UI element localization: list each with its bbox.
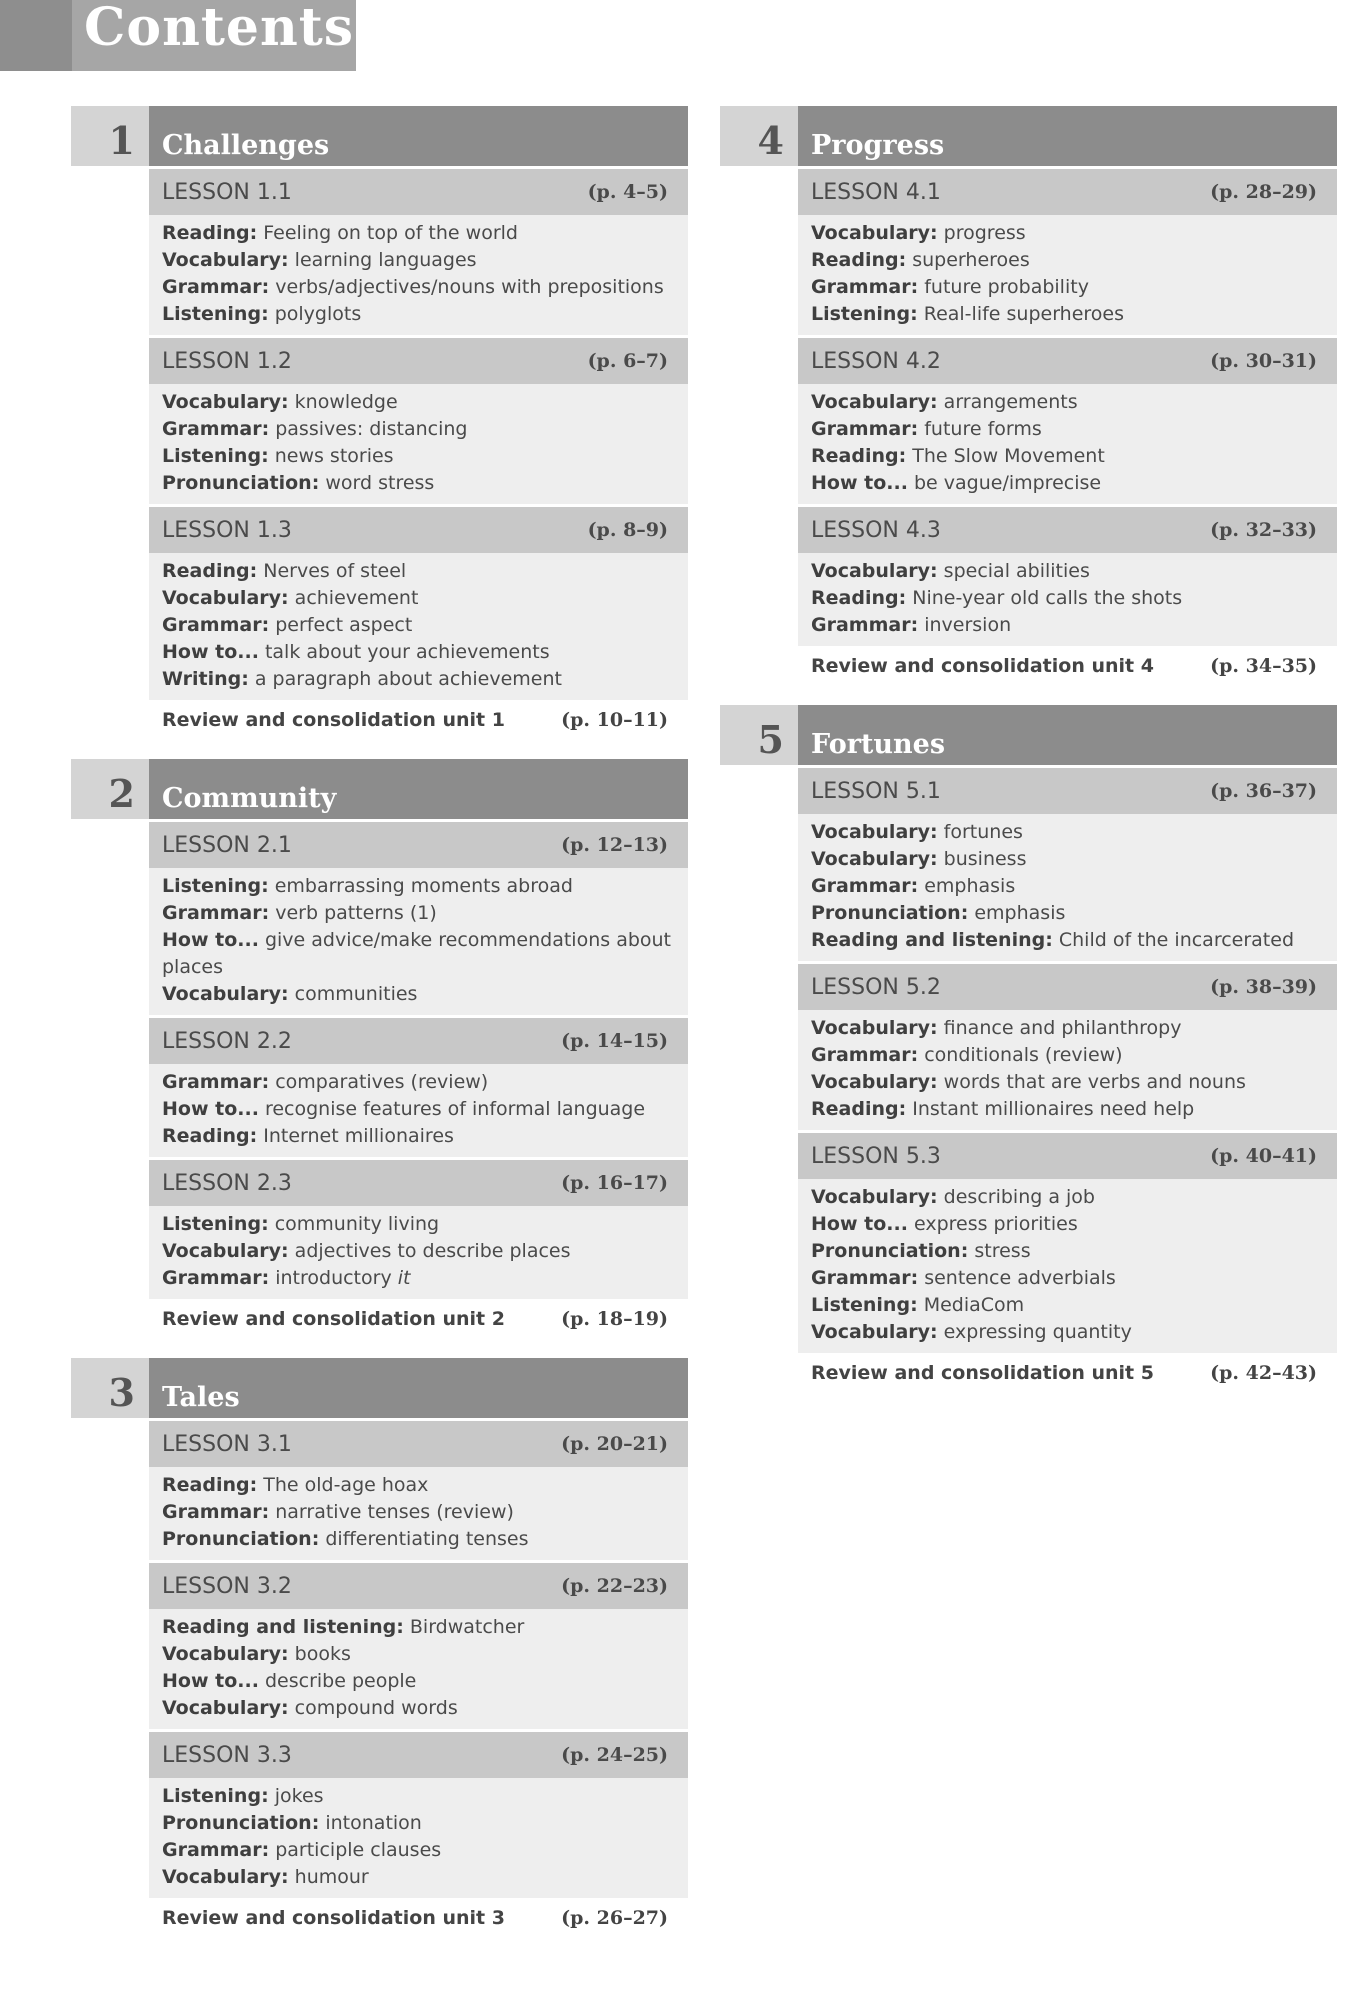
lesson-label: LESSON 5.2: [811, 974, 941, 1000]
topic-item: [162, 900, 678, 927]
topic-item: [162, 1641, 678, 1668]
topic-item: [162, 639, 678, 666]
topic-type: How to...: [162, 1098, 259, 1120]
topic-item: [811, 470, 1327, 497]
unit-header: [720, 106, 1337, 166]
topic-text: describing a job: [943, 1186, 1095, 1208]
topic-item: [162, 1668, 678, 1695]
review-row: [149, 1299, 688, 1330]
topic-text: conditionals (review): [924, 1044, 1123, 1066]
lesson-topics: [149, 1206, 688, 1299]
topic-text: The Slow Movement: [912, 445, 1105, 467]
topic-item: [162, 389, 678, 416]
topic-item: [162, 1123, 678, 1150]
topic-text: special abilities: [943, 560, 1090, 582]
topic-type: Reading and listening:: [162, 1616, 404, 1638]
topic-item: [811, 416, 1327, 443]
topic-item: [811, 247, 1327, 274]
unit-number: 5: [720, 705, 798, 765]
topic-item: [162, 927, 678, 981]
topic-type: Grammar:: [162, 902, 270, 924]
topic-text: news stories: [274, 445, 394, 467]
unit-number: 3: [71, 1358, 149, 1418]
topic-item: [162, 558, 678, 585]
lesson-topics: [149, 553, 688, 700]
topic-text: participle clauses: [275, 1839, 442, 1861]
topic-item: [162, 220, 678, 247]
topic-text: knowledge: [294, 391, 398, 413]
topic-item: [811, 558, 1327, 585]
lesson-block: [149, 1018, 688, 1157]
topic-type: Listening:: [811, 1294, 918, 1316]
topic-type: Grammar:: [162, 1071, 270, 1093]
topic-text: humour: [294, 1866, 369, 1888]
topic-text: community living: [274, 1213, 440, 1235]
topic-type: Grammar:: [811, 875, 919, 897]
lesson-block: [798, 169, 1337, 335]
unit-section-1: [71, 106, 688, 731]
unit-section-2: [71, 759, 688, 1330]
lesson-header: [798, 768, 1337, 814]
topic-item: [811, 389, 1327, 416]
topic-type: Reading:: [811, 1098, 907, 1120]
topic-type: Grammar:: [811, 276, 919, 298]
topic-item: [811, 927, 1327, 954]
topic-text: Birdwatcher: [409, 1616, 525, 1638]
lesson-block: [149, 1732, 688, 1898]
unit-title: Tales: [149, 1358, 688, 1418]
lesson-header: [149, 507, 688, 553]
lesson-pages: (p. 12–13): [561, 834, 668, 856]
topic-type: Listening:: [162, 875, 269, 897]
unit-header: [71, 106, 688, 166]
topic-text: progress: [943, 222, 1026, 244]
lesson-topics: [149, 868, 688, 1015]
lesson-block: [149, 1160, 688, 1299]
lesson-label: LESSON 5.1: [811, 778, 941, 804]
topic-item: [162, 1211, 678, 1238]
topic-type: Grammar:: [162, 1501, 270, 1523]
lesson-block: [798, 1133, 1337, 1353]
topic-item: [811, 846, 1327, 873]
lesson-label: LESSON 4.2: [811, 348, 941, 374]
topic-text: differentiating tenses: [325, 1528, 529, 1550]
lesson-topics: [798, 1010, 1337, 1130]
topic-text: compound words: [294, 1697, 458, 1719]
lesson-label: LESSON 2.1: [162, 832, 292, 858]
topic-item: [162, 585, 678, 612]
topic-type: Grammar:: [811, 614, 919, 636]
topic-item: [811, 900, 1327, 927]
review-row: [798, 646, 1337, 677]
lesson-pages: (p. 4–5): [587, 181, 668, 203]
topic-item: [811, 1015, 1327, 1042]
review-row: [149, 700, 688, 731]
topic-text: finance and philanthropy: [943, 1017, 1182, 1039]
topic-item: [811, 873, 1327, 900]
topic-text: jokes: [274, 1785, 324, 1807]
lesson-header: [149, 1732, 688, 1778]
lesson-pages: (p. 14–15): [561, 1030, 668, 1052]
topic-text: recognise features of informal language: [264, 1098, 646, 1120]
lesson-topics: [149, 1609, 688, 1729]
unit-section-5: [720, 705, 1337, 1384]
topic-type: How to...: [162, 641, 259, 663]
lesson-topics: [798, 553, 1337, 646]
unit-number: 4: [720, 106, 798, 166]
review-label: Review and consolidation unit 2: [162, 1308, 505, 1330]
lesson-block: [798, 768, 1337, 961]
topic-text: express priorities: [913, 1213, 1078, 1235]
topic-type: Listening:: [162, 303, 269, 325]
topic-type: Grammar:: [811, 418, 919, 440]
topic-type: Reading:: [162, 560, 258, 582]
lesson-label: LESSON 4.1: [811, 179, 941, 205]
topic-type: Pronunciation:: [162, 472, 320, 494]
topic-type: Vocabulary:: [162, 391, 289, 413]
topic-item: [162, 443, 678, 470]
review-label: Review and consolidation unit 4: [811, 655, 1154, 677]
topic-text: introductory: [275, 1267, 392, 1289]
topic-text: intonation: [325, 1812, 422, 1834]
lesson-label: LESSON 2.3: [162, 1170, 292, 1196]
lesson-label: LESSON 1.3: [162, 517, 292, 543]
lesson-label: LESSON 3.2: [162, 1573, 292, 1599]
lesson-label: LESSON 5.3: [811, 1143, 941, 1169]
topic-item: [162, 416, 678, 443]
lesson-block: [798, 338, 1337, 504]
topic-text: superheroes: [912, 249, 1030, 271]
topic-text: The old-age hoax: [263, 1474, 429, 1496]
lesson-label: LESSON 3.3: [162, 1742, 292, 1768]
lesson-label: LESSON 1.1: [162, 179, 292, 205]
topic-item: [162, 1069, 678, 1096]
topic-text: verb patterns (1): [275, 902, 437, 924]
topic-type: Writing:: [162, 668, 249, 690]
lesson-header: [149, 338, 688, 384]
topic-text: describe people: [264, 1670, 417, 1692]
lesson-block: [149, 169, 688, 335]
topic-text: books: [294, 1643, 351, 1665]
lesson-pages: (p. 8–9): [587, 519, 668, 541]
topic-type: Vocabulary:: [811, 848, 938, 870]
topic-text: learning languages: [294, 249, 477, 271]
topic-item: [162, 1614, 678, 1641]
lesson-block: [798, 964, 1337, 1130]
topic-text: future forms: [924, 418, 1042, 440]
topic-text: future probability: [924, 276, 1089, 298]
lesson-header: [149, 822, 688, 868]
topic-text: arrangements: [943, 391, 1078, 413]
topic-type: Vocabulary:: [811, 560, 938, 582]
topic-text: give advice/make recommendations about places: [162, 929, 672, 978]
topic-type: How to...: [162, 929, 259, 951]
unit-header: [71, 1358, 688, 1418]
topic-type: Vocabulary:: [811, 1017, 938, 1039]
lesson-pages: (p. 30–31): [1210, 350, 1317, 372]
topic-type: Grammar:: [162, 1839, 270, 1861]
topic-type: Vocabulary:: [162, 1240, 289, 1262]
topic-item: [162, 274, 678, 301]
topic-item: [811, 443, 1327, 470]
lesson-header: [149, 169, 688, 215]
unit-section-4: [720, 106, 1337, 677]
lesson-label: LESSON 3.1: [162, 1431, 292, 1457]
topic-item: [811, 1042, 1327, 1069]
topic-item: [811, 1211, 1327, 1238]
lesson-topics: [798, 1179, 1337, 1353]
page-title: Contents: [72, 0, 356, 71]
topic-type: Vocabulary:: [162, 249, 289, 271]
topic-text: Nerves of steel: [263, 560, 407, 582]
lesson-block: [149, 338, 688, 504]
topic-text: comparatives (review): [275, 1071, 489, 1093]
lesson-pages: (p. 32–33): [1210, 519, 1317, 541]
topic-text: Internet millionaires: [263, 1125, 454, 1147]
topic-text: fortunes: [943, 821, 1023, 843]
topic-type: Reading:: [162, 1474, 258, 1496]
lesson-header: [149, 1160, 688, 1206]
topic-type: Grammar:: [162, 418, 270, 440]
lesson-label: LESSON 2.2: [162, 1028, 292, 1054]
topic-text: polyglots: [274, 303, 362, 325]
lesson-topics: [798, 384, 1337, 504]
topic-type: Reading:: [811, 587, 907, 609]
lesson-header: [149, 1563, 688, 1609]
lesson-topics: [149, 1064, 688, 1157]
topic-item: [811, 1184, 1327, 1211]
lesson-topics: [149, 384, 688, 504]
review-pages: (p. 34–35): [1210, 655, 1317, 677]
topic-type: Pronunciation:: [162, 1528, 320, 1550]
topic-text: talk about your achievements: [264, 641, 550, 663]
lesson-pages: (p. 40–41): [1210, 1145, 1317, 1167]
topic-text: inversion: [924, 614, 1012, 636]
right-column: [720, 106, 1337, 1412]
topic-type: Vocabulary:: [811, 1071, 938, 1093]
lesson-topics: [149, 1778, 688, 1898]
lesson-label: LESSON 1.2: [162, 348, 292, 374]
topic-text: MediaCom: [923, 1294, 1025, 1316]
lesson-block: [149, 822, 688, 1015]
topic-text: words that are verbs and nouns: [943, 1071, 1246, 1093]
topic-item: [811, 1238, 1327, 1265]
topic-type: Vocabulary:: [811, 1186, 938, 1208]
unit-header: [71, 759, 688, 819]
topic-type: Pronunciation:: [162, 1812, 320, 1834]
lesson-topics: [149, 215, 688, 335]
topic-item: [162, 1265, 678, 1292]
topic-item: [162, 1238, 678, 1265]
topic-type: Grammar:: [162, 1267, 270, 1289]
topic-item: [162, 666, 678, 693]
topic-item: [811, 1265, 1327, 1292]
topic-text: Child of the incarcerated: [1058, 929, 1295, 951]
lesson-header: [798, 338, 1337, 384]
topic-item: [811, 819, 1327, 846]
topic-type: Vocabulary:: [162, 1697, 289, 1719]
topic-text: verbs/adjectives/nouns with prepositions: [275, 276, 664, 298]
topic-item: [811, 220, 1327, 247]
topic-type: Pronunciation:: [811, 1240, 969, 1262]
topic-type: Vocabulary:: [811, 222, 938, 244]
review-label: Review and consolidation unit 1: [162, 709, 505, 731]
topic-type: How to...: [162, 1670, 259, 1692]
topic-type: Vocabulary:: [162, 1643, 289, 1665]
lesson-header: [798, 1133, 1337, 1179]
topic-item: [162, 981, 678, 1008]
lesson-pages: (p. 22–23): [561, 1575, 668, 1597]
topic-text: expressing quantity: [943, 1321, 1132, 1343]
topic-item: [162, 1837, 678, 1864]
lesson-pages: (p. 16–17): [561, 1172, 668, 1194]
topic-type: Listening:: [162, 1213, 269, 1235]
topic-item: [811, 274, 1327, 301]
topic-type: Listening:: [162, 445, 269, 467]
lesson-label: LESSON 4.3: [811, 517, 941, 543]
topic-item: [162, 1499, 678, 1526]
topic-type: Reading:: [811, 445, 907, 467]
topic-item: [162, 1695, 678, 1722]
topic-text: communities: [294, 983, 418, 1005]
unit-number: 2: [71, 759, 149, 819]
topic-text: Real-life superheroes: [923, 303, 1125, 325]
topic-type: Listening:: [811, 303, 918, 325]
topic-item: [162, 612, 678, 639]
topic-text: Nine-year old calls the shots: [912, 587, 1183, 609]
lesson-topics: [798, 814, 1337, 961]
topic-type: Reading and listening:: [811, 929, 1053, 951]
topic-type: Vocabulary:: [162, 1866, 289, 1888]
topic-text: a paragraph about achievement: [254, 668, 562, 690]
unit-header: [720, 705, 1337, 765]
topic-type: Vocabulary:: [811, 391, 938, 413]
topic-item: [811, 1292, 1327, 1319]
topic-type: Vocabulary:: [162, 983, 289, 1005]
topic-item: [162, 1864, 678, 1891]
topic-text: sentence adverbials: [924, 1267, 1116, 1289]
topic-type: Grammar:: [811, 1267, 919, 1289]
topic-type: Vocabulary:: [162, 587, 289, 609]
lesson-header: [798, 169, 1337, 215]
lesson-pages: (p. 36–37): [1210, 780, 1317, 802]
lesson-topics: [798, 215, 1337, 335]
review-row: [149, 1898, 688, 1929]
unit-section-3: [71, 1358, 688, 1929]
topic-item: [162, 301, 678, 328]
lesson-block: [149, 507, 688, 700]
review-label: Review and consolidation unit 3: [162, 1907, 505, 1929]
topic-type: Vocabulary:: [811, 1321, 938, 1343]
topic-type: Reading:: [811, 249, 907, 271]
topic-type: How to...: [811, 472, 908, 494]
lesson-pages: (p. 24–25): [561, 1744, 668, 1766]
lesson-block: [149, 1421, 688, 1560]
unit-number: 1: [71, 106, 149, 166]
topic-item: [811, 1096, 1327, 1123]
lesson-pages: (p. 20–21): [561, 1433, 668, 1455]
topic-item: [162, 1096, 678, 1123]
topic-text: emphasis: [974, 902, 1066, 924]
topic-text: Instant millionaires need help: [912, 1098, 1195, 1120]
topic-type: Reading:: [162, 222, 258, 244]
review-row: [798, 1353, 1337, 1384]
lesson-block: [149, 1563, 688, 1729]
lesson-block: [798, 507, 1337, 646]
topic-type: Reading:: [162, 1125, 258, 1147]
topic-item: [811, 301, 1327, 328]
lesson-pages: (p. 38–39): [1210, 976, 1317, 998]
topic-item: [162, 873, 678, 900]
topic-type: Vocabulary:: [811, 821, 938, 843]
topic-item: [162, 470, 678, 497]
topic-text: achievement: [294, 587, 419, 609]
topic-type: Pronunciation:: [811, 902, 969, 924]
unit-title: Challenges: [149, 106, 688, 166]
topic-type: Listening:: [162, 1785, 269, 1807]
topic-text: word stress: [325, 472, 435, 494]
topic-text: be vague/imprecise: [913, 472, 1102, 494]
topic-item: [162, 1783, 678, 1810]
lesson-pages: (p. 28–29): [1210, 181, 1317, 203]
lesson-pages: (p. 6–7): [587, 350, 668, 372]
topic-text: Feeling on top of the world: [263, 222, 518, 244]
lesson-header: [798, 507, 1337, 553]
lesson-header: [149, 1421, 688, 1467]
topic-item: [811, 585, 1327, 612]
unit-title: Community: [149, 759, 688, 819]
topic-text: narrative tenses (review): [275, 1501, 514, 1523]
left-column: [71, 106, 688, 1957]
topic-text: emphasis: [924, 875, 1016, 897]
topic-item: [162, 1472, 678, 1499]
review-pages: (p. 10–11): [561, 709, 668, 731]
topic-type: Grammar:: [811, 1044, 919, 1066]
unit-title: Progress: [798, 106, 1337, 166]
topic-type: Grammar:: [162, 276, 270, 298]
topic-text: adjectives to describe places: [294, 1240, 571, 1262]
topic-item: [811, 612, 1327, 639]
topic-text: embarrassing moments abroad: [274, 875, 573, 897]
review-pages: (p. 26–27): [561, 1907, 668, 1929]
unit-title: Fortunes: [798, 705, 1337, 765]
lesson-topics: [149, 1467, 688, 1560]
lesson-header: [798, 964, 1337, 1010]
review-label: Review and consolidation unit 5: [811, 1362, 1154, 1384]
topic-item: [162, 1810, 678, 1837]
topic-type: Grammar:: [162, 614, 270, 636]
topic-emphasis: it: [397, 1267, 411, 1289]
topic-item: [811, 1319, 1327, 1346]
topic-item: [162, 1526, 678, 1553]
topic-text: stress: [974, 1240, 1031, 1262]
topic-type: How to...: [811, 1213, 908, 1235]
lesson-header: [149, 1018, 688, 1064]
topic-item: [811, 1069, 1327, 1096]
topic-text: perfect aspect: [275, 614, 413, 636]
review-pages: (p. 18–19): [561, 1308, 668, 1330]
topic-text: business: [943, 848, 1027, 870]
topic-item: [162, 247, 678, 274]
review-pages: (p. 42–43): [1210, 1362, 1317, 1384]
topic-text: passives: distancing: [275, 418, 468, 440]
